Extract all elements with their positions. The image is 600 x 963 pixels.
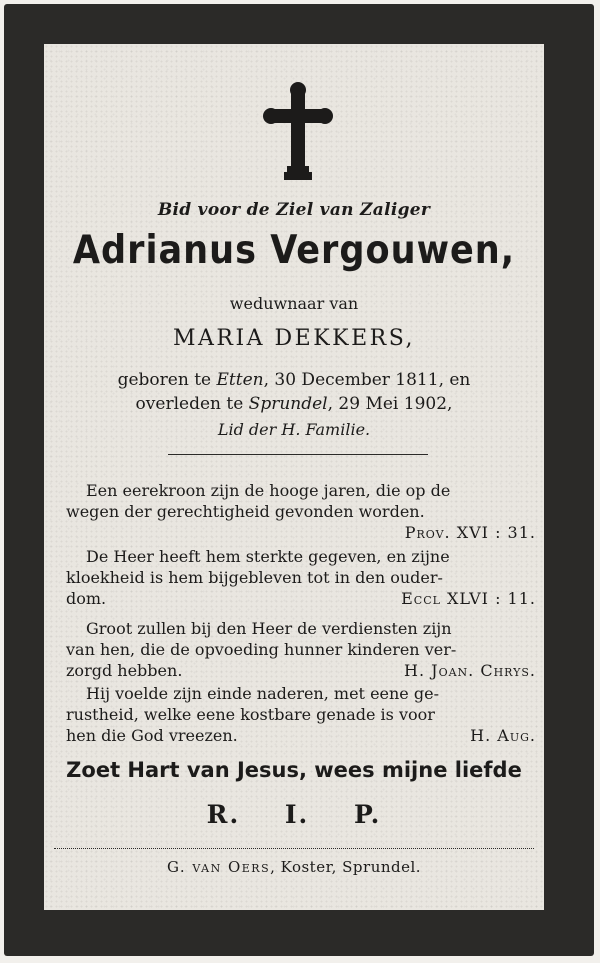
death-line: overleden te Sprundel, 29 Mei 1902,: [135, 394, 453, 414]
printer-credit: G. van Oers, Koster, Sprundel.: [166, 858, 422, 876]
quote-block: Hij voelde zijn einde naderen, met eene ge- rustheid, welke eene kostbare genade is voor hen die God vreezen. H. Aug.: [66, 684, 536, 745]
prayer-intro: Bid voor de Ziel van Zaliger: [157, 200, 431, 220]
divider: [168, 454, 428, 455]
quote-source: Prov. XVI : 31.: [404, 523, 536, 542]
quote-block: De Heer heeft hem sterkte gegeven, en zijne kloekheid is hem bijgebleven tot in den ouder- dom. Eccl XLVI : 11.: [66, 547, 536, 608]
spouse-name: MARIA DEKKERS,: [172, 326, 416, 351]
deceased-name: Adrianus Vergouwen,: [72, 228, 516, 273]
birth-line: geboren te Etten, 30 December 1811, en: [117, 370, 471, 390]
membership-line: Lid der H. Familie.: [217, 420, 371, 439]
quote-source: Eccl XLVI : 11.: [401, 589, 536, 608]
dotted-divider: [54, 848, 534, 849]
birth-place: Etten: [216, 370, 264, 390]
death-place: Sprundel: [248, 394, 328, 414]
widower-label: weduwnaar van: [229, 294, 359, 313]
quote-source: H. Aug.: [470, 726, 536, 745]
quote-source: H. Joan. Chrys.: [404, 661, 536, 680]
memorial-card: [44, 44, 544, 910]
motto: Zoet Hart van Jesus, wees mijne liefde: [66, 758, 522, 782]
quote-block: Een eerekroon zijn de hooge jaren, die op de wegen der gerechtigheid gevonden worden. Prov. XVI : 31.: [66, 481, 536, 542]
quote-block: Groot zullen bij den Heer de verdiensten zijn van hen, die de opvoeding hunner kinderen ver- zorgd hebben. H. Joan. Chrys.: [66, 619, 536, 680]
latin-cross-icon: [262, 80, 334, 184]
rip-text: R. I. P.: [206, 800, 382, 829]
